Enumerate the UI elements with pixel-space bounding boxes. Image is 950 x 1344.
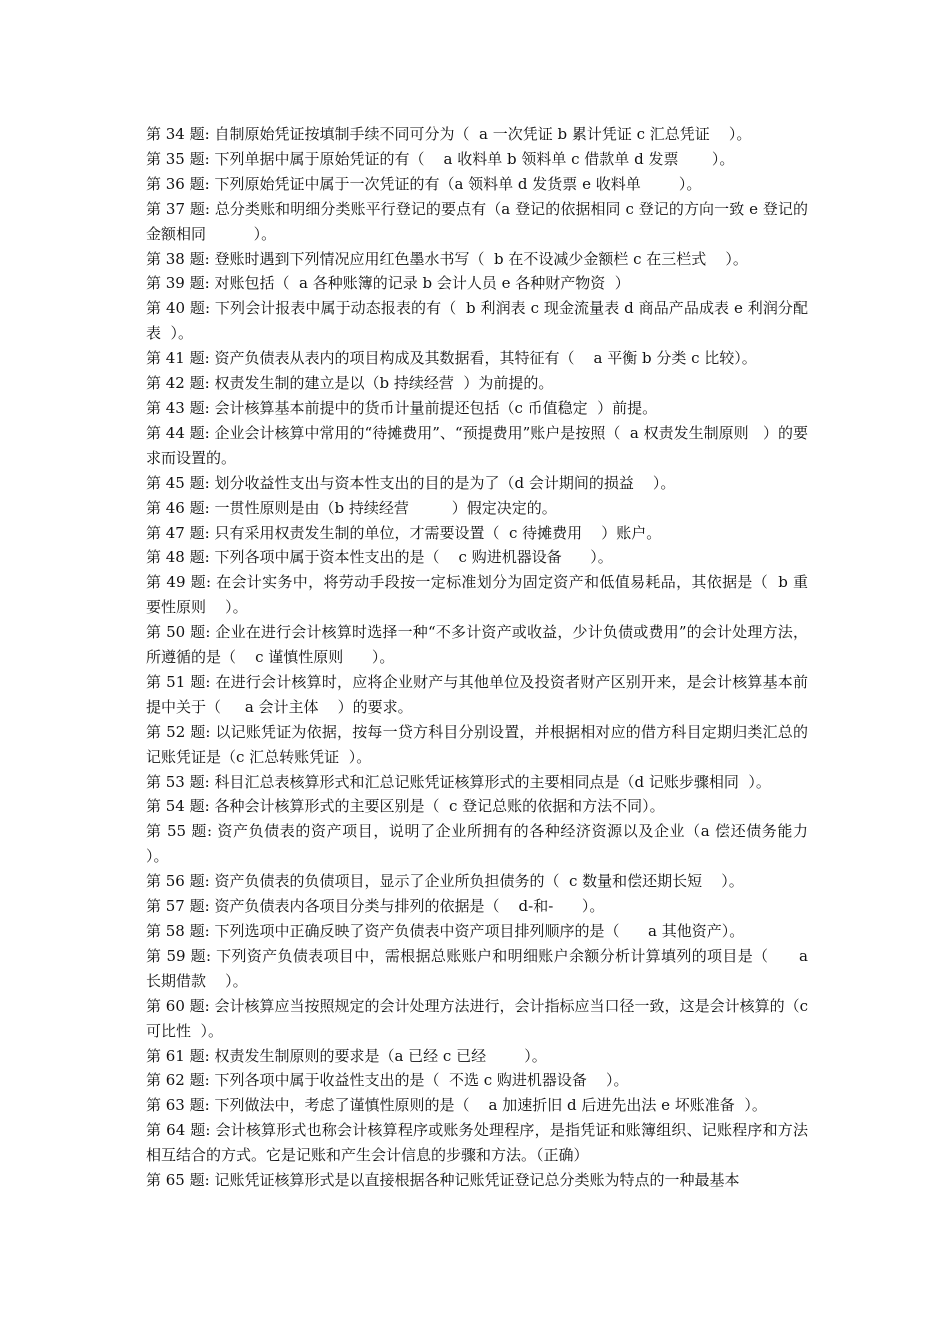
question-38: 第 38 题: 登账时遇到下列情况应用红色墨水书写（ b 在不设减少金额栏 c 在三栏式 ）。: [146, 249, 748, 268]
question-62: 第 62 题: 下列各项中属于收益性支出的是（ 不选 c 购进机器设备 ）。: [146, 1071, 629, 1090]
question-36: 第 36 题: 下列原始凭证中属于一次凭证的有（a 领料单 d 发货票 e 收料单 ）。: [146, 174, 702, 193]
question-47: 第 47 题: 只有采用权责发生制的单位，才需要设置（ c 待摊费用 ）账户。: [146, 523, 662, 542]
question-63: 第 63 题: 下列做法中，考虑了谨慎性原则的是（ a 加速折旧 d 后进先出法 e 坏账准备 ）。: [146, 1096, 767, 1115]
question-59: 第 59 题: 下列资产负债表项目中，需根据总账账户和明细账户余额分析计算填列的项目是（ a 长期借款 ）。: [146, 946, 813, 990]
question-54: 第 54 题: 各种会计核算形式的主要区别是（ c 登记总账的依据和方法不同）。: [146, 797, 665, 816]
question-56: 第 56 题: 资产负债表的负债项目，显示了企业所负担债务的（ c 数量和偿还期长短 ）。: [146, 872, 744, 891]
question-46: 第 46 题: 一贯性原则是由（b 持续经营 ）假定决定的。: [146, 498, 557, 517]
document-body: [146, 122, 837, 1193]
question-44: 第 44 题: 企业会计核算中常用的“待摊费用”、“预提费用”账户是按照（ a 权责发生制原则 ）的要求而设置的。: [146, 423, 808, 467]
question-49: 第 49 题: 在会计实务中，将劳动手段按一定标准划分为固定资产和低值易耗品，其依据是（ b 重要性原则 ）。: [146, 573, 808, 617]
question-45: 第 45 题: 划分收益性支出与资本性支出的目的是为了（d 会计期间的损益 ）。: [146, 473, 676, 492]
question-48: 第 48 题: 下列各项中属于资本性支出的是（ c 购进机器设备 ）。: [146, 548, 613, 567]
question-53: 第 53 题: 科目汇总表核算形式和汇总记账凭证核算形式的主要相同点是（d 记账步骤相同 ）。: [146, 772, 771, 791]
question-52: 第 52 题: 以记账凭证为依据，按每一贷方科目分别设置，并根据相对应的借方科目定期归类汇总的记账凭证是（c 汇总转账凭证 ）。: [146, 722, 808, 766]
question-57: 第 57 题: 资产负债表内各项目分类与排列的依据是（ d-和- ）。: [146, 897, 605, 916]
question-61: 第 61 题: 权责发生制原则的要求是（a 已经 c 已经 ）。: [146, 1046, 547, 1065]
question-34: 第 34 题: 自制原始凭证按填制手续不同可分为（ a 一次凭证 b 累计凭证 c 汇总凭证 ）。: [146, 125, 752, 143]
question-37: 第 37 题: 总分类账和明细分类账平行登记的要点有（a 登记的依据相同 c 登记的方向一致 e 登记的金额相同 ）。: [146, 199, 808, 243]
question-42: 第 42 题: 权责发生制的建立是以（b 持续经营 ）为前提的。: [146, 374, 554, 393]
question-43: 第 43 题: 会计核算基本前提中的货币计量前提还包括（c 币值稳定 ）前提。: [146, 398, 658, 417]
question-64: 第 64 题: 会计核算形式也称会计核算程序或账务处理程序，是指凭证和账簿组织、记账程序和方法相互结合的方式。它是记账和产生会计信息的步骤和方法。（正确）: [146, 1121, 808, 1165]
question-40: 第 40 题: 下列会计报表中属于动态报表的有（ b 利润表 c 现金流量表 d 商品产品成表 e 利润分配表 ）。: [146, 299, 808, 343]
question-35: 第 35 题: 下列单据中属于原始凭证的有（ a 收料单 b 领料单 c 借款单 d 发票 ）。: [146, 149, 735, 168]
question-50: 第 50 题: 企业在进行会计核算时选择一种“不多计资产或收益，少计负债或费用”的会计处理方法，所遵循的是（ c 谨慎性原则 ）。: [146, 623, 808, 667]
question-55: 第 55 题: 资产负债表的资产项目，说明了企业所拥有的各种经济资源以及企业（a 偿还债务能力 ）。: [146, 822, 837, 866]
question-65: 第 65 题: 记账凭证核算形式是以直接根据各种记账凭证登记总分类账为特点的一种最基本: [146, 1171, 740, 1190]
question-58: 第 58 题: 下列选项中正确反映了资产负债表中资产项目排列顺序的是（ a 其他资产）。: [146, 922, 745, 940]
question-60: 第 60 题: 会计核算应当按照规定的会计处理方法进行，会计指标应当口径一致，这是会计核算的（c 可比性 ）。: [146, 996, 813, 1040]
question-51: 第 51 题: 在进行会计核算时，应将企业财产与其他单位及投资者财产区别开来，是会计核算基本前提中关于（ a 会计主体 ）的要求。: [146, 672, 808, 716]
question-39: 第 39 题: 对账包括（ a 各种账簿的记录 b 会计人员 e 各种财产物资 ）: [146, 274, 630, 293]
question-41: 第 41 题: 资产负债表从表内的项目构成及其数据看，其特征有（ a 平衡 b 分类 c 比较）。: [146, 349, 757, 368]
